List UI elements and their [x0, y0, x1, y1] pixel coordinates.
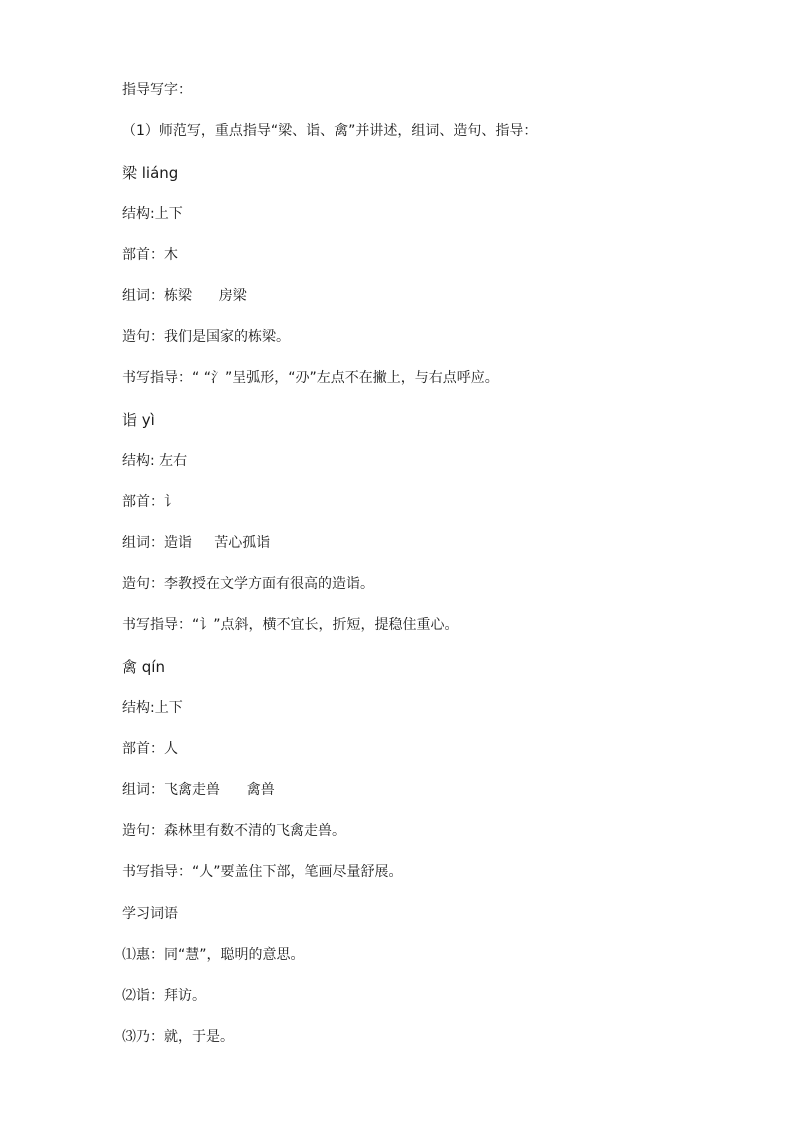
instruction-text: （1）师范写，重点指导“梁、诣、禽”并讲述，组词、造句、指导： [122, 123, 538, 139]
structure-text: 结构:上下 [122, 700, 183, 716]
word-group-text: 组词：飞禽走兽 禽兽 [122, 782, 275, 798]
radical-text: 部首：讠 [122, 494, 178, 510]
example-sentence-text: 造句：李教授在文学方面有很高的造诣。 [122, 576, 374, 592]
character-heading-yi: 诣 yì [122, 411, 155, 429]
vocabulary-item: ⑵诣：拜访。 [122, 988, 206, 1004]
structure-text: 结构:上下 [122, 206, 183, 222]
radical-text: 部首：人 [122, 741, 178, 757]
section-heading-vocabulary: 学习词语 [122, 906, 178, 922]
example-sentence-text: 造句：我们是国家的栋梁。 [122, 329, 290, 345]
character-heading-liang: 梁 liáng [122, 164, 179, 182]
radical-text: 部首：木 [122, 247, 178, 263]
vocabulary-item: ⑶乃：就，于是。 [122, 1029, 234, 1045]
section-heading-writing-guide: 指导写字： [122, 82, 192, 98]
word-group-text: 组词：造诣 苦心孤诣 [122, 535, 271, 551]
character-heading-qin: 禽 qín [122, 658, 165, 676]
writing-guide-text: 书写指导：“讠”点斜，横不宜长，折短，提稳住重心。 [122, 617, 459, 633]
vocabulary-item: ⑴惠：同“慧”，聪明的意思。 [122, 947, 305, 963]
writing-guide-text: 书写指导：“ “氵”呈弧形，“刅”左点不在撇上，与右点呼应。 [122, 370, 499, 386]
word-group-text: 组词：栋梁 房梁 [122, 288, 247, 304]
structure-text: 结构: 左右 [122, 453, 188, 469]
example-sentence-text: 造句：森林里有数不清的飞禽走兽。 [122, 823, 346, 839]
writing-guide-text: 书写指导：“人”要盖住下部，笔画尽量舒展。 [122, 864, 403, 880]
